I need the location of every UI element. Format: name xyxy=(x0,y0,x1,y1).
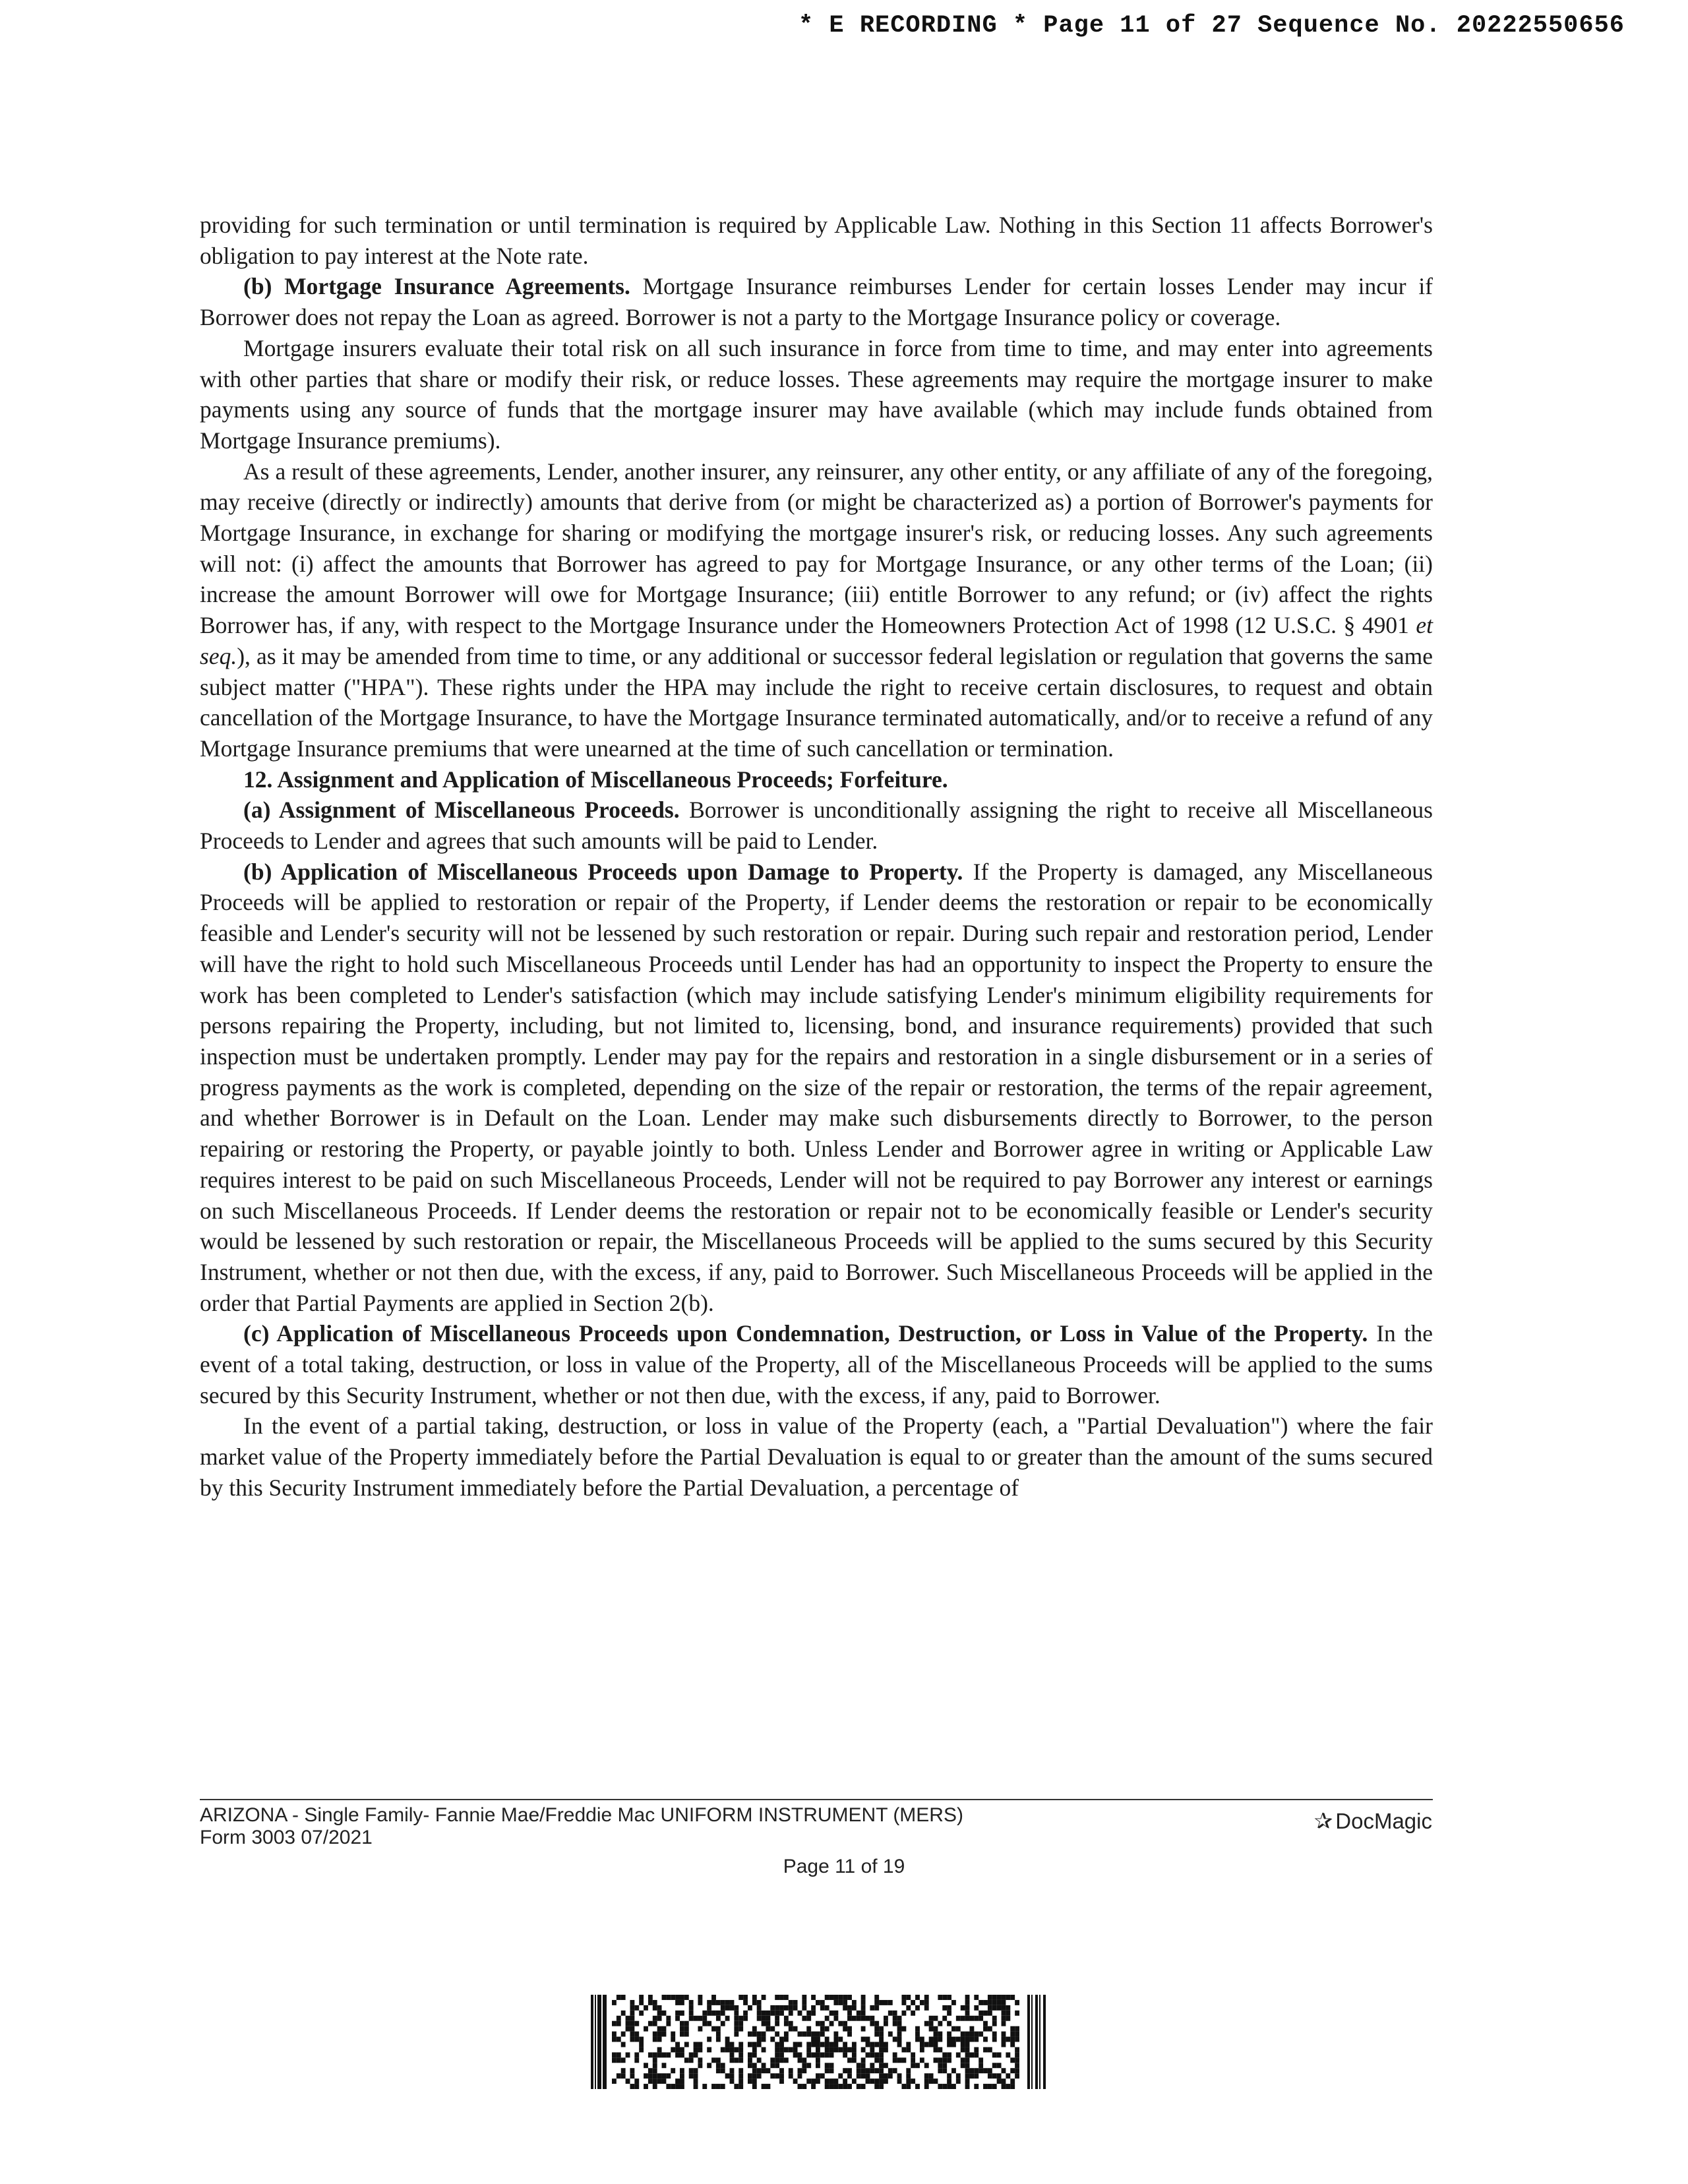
page-number: Page 11 of 19 xyxy=(783,1856,905,1877)
paragraph-agreements-result: As a result of these agreements, Lender, another insurer, any reinsurer, any other entity, or any affiliate of any of the foregoing, may receive (directly or indirectly) amounts that derive from (or might be characterized as) a portion of Borrower's payments for Mortgage Insurance, in exchange for sharing or modifying the mortgage insurer's risk, or reducing losses. Any such agreements will not: (i) affect the amounts that Borrower has agreed to pay for Mortgage Insurance, or any other terms of the Loan; (ii) increase the amount Borrower will owe for Mortgage Insurance; (iii) entitle Borrower to any refund; or (iv) affect the rights Borrower has, if any, with respect to the Mortgage Insurance under the Homeowners Protection Act of 1998 (12 U.S.C. § 4901 et seq.), as it may be amended from time to time, or any additional or successor federal legislation or regulation that governs the same subject matter ("HPA"). These rights under the HPA may include the right to receive certain disclosures, to request and obtain cancellation of the Mortgage Insurance, to have the Mortgage Insurance terminated automatically, and/or to receive a refund of any Mortgage Insurance premiums that were unearned at the time of such cancellation or termination. xyxy=(200,458,1433,762)
paragraph-damage-to-property: (b) Application of Miscellaneous Proceeds upon Damage to Property. If the Property is damaged, any Miscellaneous Proceeds will be applied to restoration or repair of the Property, if Lender deems the restoration or repair to be economically feasible and Lender's security will not be lessened by such restoration or repair. During such repair and restoration period, Lender will have the right to hold such Miscellaneous Proceeds until Lender has had an opportunity to inspect the Property to ensure the work has been completed to Lender's satisfaction (which may include satisfying Lender's minimum eligibility requirements for persons repairing the Property, including, but not limited to, licensing, bond, and insurance requirements) provided that such inspection must be undertaken promptly. Lender may pay for the repairs and restoration in a single disbursement or in a series of progress payments as the work is completed, depending on the size of the repair or restoration, the terms of the repair agreement, and whether Borrower is in Default on the Loan. Lender may make such disbursements directly to Borrower, to the person repairing or restoring the Property, or payable jointly to both. Unless Lender and Borrower agree in writing or Applicable Law requires interest to be paid on such Miscellaneous Proceeds, Lender will not be required to pay Borrower any interest or earnings on such Miscellaneous Proceeds. If Lender deems the restoration or repair not to be economically feasible or Lender's security would be lessened by such restoration or repair, the Miscellaneous Proceeds will be applied to the sums secured by this Security Instrument, whether or not then due, with the excess, if any, paid to Borrower. Such Miscellaneous Proceeds will be applied in the order that Partial Payments are applied in Section 2(b). xyxy=(200,858,1433,1316)
section-heading: (c) Application of Miscellaneous Proceeds upon Condemnation, Destruction, or Loss in Value of the Property. xyxy=(243,1320,1368,1347)
document-body xyxy=(200,210,1433,1503)
paragraph-assignment: (a) Assignment of Miscellaneous Proceeds. Borrower is unconditionally assigning the right to receive all Miscellaneous Proceeds to Lender and agrees that such amounts will be paid to Lender. xyxy=(200,797,1433,855)
paragraph-partial-devaluation: In the event of a partial taking, destruction, or loss in value of the Property (each, a "Partial Devaluation") where the fair market value of the Property immediately before the Partial Devaluation is equal to or greater than the amount of the sums secured by this Security Instrument immediately before the Partial Devaluation, a percentage of xyxy=(200,1412,1433,1501)
docmagic-logo: ✰ DocMagic xyxy=(1313,1809,1432,1834)
recording-header: * E RECORDING * Page 11 of 27 Sequence No. 20222550656 xyxy=(799,12,1625,40)
paragraph-condemnation: (c) Application of Miscellaneous Proceeds upon Condemnation, Destruction, or Loss in Value of the Property. In the event of a total taking, destruction, or loss in value of the Property, all of the Miscellaneous Proceeds will be applied to the sums secured by this Security Instrument, whether or not then due, with the excess, if any, paid to Borrower. xyxy=(200,1320,1433,1409)
star-icon: ✰ xyxy=(1313,1809,1333,1834)
form-number: Form 3003 07/2021 xyxy=(200,1827,373,1848)
form-info xyxy=(200,1804,1123,1849)
paragraph-mortgage-insurance-agreements: (b) Mortgage Insurance Agreements. Mortgage Insurance reimburses Lender for certain losses Lender may incur if Borrower does not repay the Loan as agreed. Borrower is not a party to the Mortgage Insurance policy or coverage. xyxy=(200,273,1433,331)
barcode-image xyxy=(591,1995,1046,2089)
paragraph-continuation: providing for such termination or until termination is required by Applicable Law. Nothing in this Section 11 affects Borrower's obligation to pay interest at the Note rate. xyxy=(200,212,1433,269)
form-title: ARIZONA - Single Family- Fannie Mae/Freddie Mac UNIFORM INSTRUMENT (MERS) xyxy=(200,1804,963,1826)
section-heading: (b) Mortgage Insurance Agreements. xyxy=(243,273,630,300)
paragraph-mortgage-insurers: Mortgage insurers evaluate their total risk on all such insurance in force from time to time, and may enter into agreements with other parties that share or modify their risk, or reduce losses. These agreements may require the mortgage insurer to make payments using any source of funds that the mortgage insurer may have available (which may include funds obtained from Mortgage Insurance premiums). xyxy=(200,334,1433,454)
footer-divider xyxy=(200,1799,1433,1800)
section-heading: (a) Assignment of Miscellaneous Proceeds. xyxy=(243,797,680,824)
section-heading: (b) Application of Miscellaneous Proceeds upon Damage to Property. xyxy=(243,858,963,885)
section-12-heading: 12. Assignment and Application of Miscellaneous Proceeds; Forfeiture. xyxy=(243,766,948,793)
